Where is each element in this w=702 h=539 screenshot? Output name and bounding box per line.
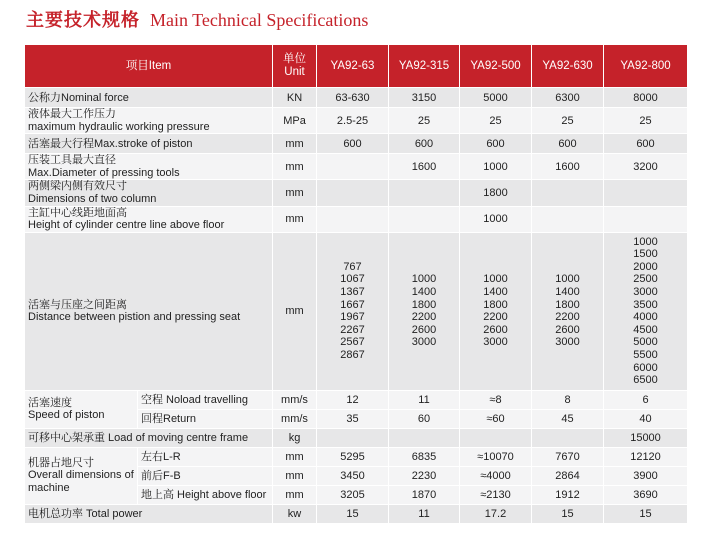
value-list-item: 767	[343, 260, 362, 273]
value-cell: 25	[389, 108, 460, 134]
value-cell: 8	[532, 390, 604, 409]
value-list-item: 2500	[633, 273, 658, 286]
value-cell: 17.2	[460, 504, 532, 523]
value-cell: 1600	[532, 154, 604, 180]
value-cell: 11	[389, 504, 460, 523]
value-list-item: 2200	[555, 311, 580, 324]
value-cell: 1000	[460, 206, 532, 232]
value-list-item: 4500	[633, 323, 658, 336]
value-cell: 40	[604, 409, 688, 428]
row-unit: kg	[273, 428, 317, 447]
value-list-item: 2867	[340, 349, 365, 362]
value-list-item: 1000	[483, 273, 508, 286]
value-list-item: 1800	[555, 298, 580, 311]
row-label-en: Height of cylinder centre line above floor	[28, 219, 225, 232]
value-list-cell	[317, 232, 389, 390]
value-list-item: 1400	[483, 286, 508, 299]
value-cell: ≈2130	[460, 485, 532, 504]
value-cell: 45	[532, 409, 604, 428]
value-cell: 600	[532, 134, 604, 154]
value-list-cell	[532, 232, 604, 390]
title-english: Main Technical Specifications	[150, 10, 369, 30]
header-unit-zh: 单位	[283, 53, 306, 66]
value-cell: 60	[389, 409, 460, 428]
value-cell: 600	[460, 134, 532, 154]
row-label: 活塞最大行程Max.stroke of piston	[25, 134, 273, 154]
value-cell: 12	[317, 390, 389, 409]
value-cell: 600	[389, 134, 460, 154]
value-cell	[532, 206, 604, 232]
header-unit-en: Unit	[284, 66, 305, 78]
value-cell: 3200	[604, 154, 688, 180]
value-cell: 25	[460, 108, 532, 134]
value-cell: 25	[604, 108, 688, 134]
value-list-item: 1000	[411, 273, 437, 286]
row-sublabel: 左右L-R	[138, 447, 273, 466]
value-cell: 8000	[604, 88, 688, 108]
row-label-zh: 机器占地尺寸	[28, 456, 94, 469]
row-label-zh: 活塞与压座之间距离	[28, 298, 127, 311]
value-list-item: 1367	[340, 286, 365, 299]
value-list-cell	[604, 232, 688, 390]
header-model-ya92-500: YA92-500	[460, 45, 532, 88]
value-cell	[317, 154, 389, 180]
value-cell: 1870	[389, 485, 460, 504]
value-cell: 63-630	[317, 88, 389, 108]
table-row-total-power	[25, 504, 688, 523]
row-label-zh: 压装工具最大直径	[28, 154, 116, 167]
table-row-max-stroke	[25, 134, 688, 154]
row-label	[25, 232, 273, 390]
value-cell	[389, 180, 460, 206]
value-cell	[389, 206, 460, 232]
value-list-item: 3000	[483, 336, 508, 349]
table-row-nominal-force	[25, 88, 688, 108]
value-cell: 15	[604, 504, 688, 523]
row-label-en: Speed of piston	[28, 409, 105, 422]
value-list-item: 2267	[340, 323, 365, 336]
row-unit: KN	[273, 88, 317, 108]
row-unit: mm	[273, 466, 317, 485]
value-list-item: 1667	[340, 298, 365, 311]
row-sublabel: 地上高 Height above floor	[138, 485, 273, 504]
row-unit: mm	[273, 206, 317, 232]
value-cell: 3205	[317, 485, 389, 504]
value-list-item: 5500	[633, 349, 658, 362]
value-cell: 6835	[389, 447, 460, 466]
table-row-cylinder-height	[25, 206, 688, 232]
value-list-item: 2200	[411, 311, 437, 324]
value-cell	[317, 206, 389, 232]
value-list-item: 1000	[555, 273, 580, 286]
value-list-item: 2000	[633, 260, 658, 273]
value-cell: 1000	[460, 154, 532, 180]
row-group-label	[25, 390, 138, 428]
row-unit: mm	[273, 134, 317, 154]
table-header-row	[25, 45, 688, 88]
value-cell	[604, 180, 688, 206]
value-cell	[317, 428, 389, 447]
value-list-cell	[389, 232, 460, 390]
value-list-item: 2200	[483, 311, 508, 324]
row-unit: mm	[273, 154, 317, 180]
value-list-cell	[460, 232, 532, 390]
value-cell: 3450	[317, 466, 389, 485]
table-row-moving-frame-load	[25, 428, 688, 447]
value-cell: 25	[532, 108, 604, 134]
value-cell: 35	[317, 409, 389, 428]
row-label	[25, 206, 273, 232]
value-cell	[460, 428, 532, 447]
row-unit: kw	[273, 504, 317, 523]
value-cell: 6	[604, 390, 688, 409]
value-cell	[532, 428, 604, 447]
row-label: 公称力Nominal force	[25, 88, 273, 108]
header-model-ya92-800: YA92-800	[604, 45, 688, 88]
value-cell: 1800	[460, 180, 532, 206]
table-row-speed-noload	[25, 390, 688, 409]
table-row-hydraulic-pressure	[25, 108, 688, 134]
row-label-en: Distance between pistion and pressing seat	[28, 311, 241, 324]
value-list-item: 6000	[633, 361, 658, 374]
value-cell: 15	[317, 504, 389, 523]
value-list-item: 1500	[633, 248, 658, 261]
value-cell: 3690	[604, 485, 688, 504]
value-cell: 1912	[532, 485, 604, 504]
value-cell: ≈4000	[460, 466, 532, 485]
value-list-item: 4000	[633, 311, 658, 324]
value-cell: 15	[532, 504, 604, 523]
value-cell: ≈60	[460, 409, 532, 428]
row-label: 电机总功率 Total power	[25, 504, 273, 523]
value-cell: 3150	[389, 88, 460, 108]
row-sublabel: 回程Return	[138, 409, 273, 428]
row-label: 可移中心架承重 Load of moving centre frame	[25, 428, 273, 447]
value-cell: 2230	[389, 466, 460, 485]
value-list-item: 5000	[633, 336, 658, 349]
value-list-item: 3000	[555, 336, 580, 349]
page-title	[26, 8, 368, 32]
row-label-en: Overall dimensions of machine	[28, 469, 134, 495]
row-unit: mm	[273, 232, 317, 390]
value-list-item: 2567	[340, 336, 365, 349]
row-sublabel: 前后F-B	[138, 466, 273, 485]
value-list-item: 2600	[483, 323, 508, 336]
header-unit	[273, 45, 317, 88]
value-list-item: 6500	[633, 374, 658, 387]
row-label-zh: 液体最大工作压力	[28, 108, 116, 120]
value-cell: 2864	[532, 466, 604, 485]
header-item: 项目Item	[25, 45, 273, 88]
row-group-label	[25, 447, 138, 504]
value-cell: 600	[317, 134, 389, 154]
value-list-item: 1967	[340, 311, 365, 324]
value-list-item: 1400	[555, 286, 580, 299]
value-list-item: 1400	[411, 286, 437, 299]
row-unit: MPa	[273, 108, 317, 134]
value-cell: 5000	[460, 88, 532, 108]
row-label-en: Dimensions of two column	[28, 192, 157, 205]
row-label-zh: 主缸中心线距地面高	[28, 206, 127, 219]
value-cell: 2.5-25	[317, 108, 389, 134]
value-cell: 600	[604, 134, 688, 154]
row-label-en: Max.Diameter of pressing tools	[28, 166, 180, 179]
value-cell: 1600	[389, 154, 460, 180]
value-cell: 7670	[532, 447, 604, 466]
row-unit: mm/s	[273, 390, 317, 409]
row-label	[25, 108, 273, 134]
value-cell: 5295	[317, 447, 389, 466]
value-list-item: 1800	[483, 298, 508, 311]
table-row-dim-lr	[25, 447, 688, 466]
row-label-zh: 活塞速度	[28, 396, 72, 409]
header-model-ya92-630: YA92-630	[532, 45, 604, 88]
value-list-item: 3500	[633, 298, 658, 311]
value-list-item: 2600	[411, 323, 437, 336]
row-unit: mm	[273, 485, 317, 504]
value-list-item: 3000	[633, 286, 658, 299]
value-cell: 3900	[604, 466, 688, 485]
row-label	[25, 180, 273, 206]
row-unit: mm	[273, 180, 317, 206]
table-row-pressing-tools	[25, 154, 688, 180]
value-cell	[604, 206, 688, 232]
value-cell: ≈8	[460, 390, 532, 409]
row-unit: mm	[273, 447, 317, 466]
header-model-ya92-315: YA92-315	[389, 45, 460, 88]
row-label-en: maximum hydraulic working pressure	[28, 120, 210, 133]
value-cell: 6300	[532, 88, 604, 108]
header-model-ya92-63: YA92-63	[317, 45, 389, 88]
title-chinese: 主要技术规格	[26, 10, 140, 31]
value-cell: 15000	[604, 428, 688, 447]
row-unit: mm/s	[273, 409, 317, 428]
value-cell: 11	[389, 390, 460, 409]
row-label	[25, 154, 273, 180]
value-list-item: 1067	[340, 273, 365, 286]
value-cell	[389, 428, 460, 447]
value-cell	[317, 180, 389, 206]
table-row-column-dimensions	[25, 180, 688, 206]
value-list-item: 1000	[633, 235, 658, 248]
value-cell	[532, 180, 604, 206]
row-label-zh: 两侧梁内侧有效尺寸	[28, 180, 127, 193]
value-list-item: 2600	[555, 323, 580, 336]
row-sublabel: 空程 Noload travelling	[138, 390, 273, 409]
table-row-piston-distance	[25, 232, 688, 390]
value-cell: 12120	[604, 447, 688, 466]
value-list-item: 1800	[411, 298, 437, 311]
specifications-table	[24, 44, 688, 524]
value-list-item: 3000	[411, 336, 437, 349]
value-cell: ≈10070	[460, 447, 532, 466]
